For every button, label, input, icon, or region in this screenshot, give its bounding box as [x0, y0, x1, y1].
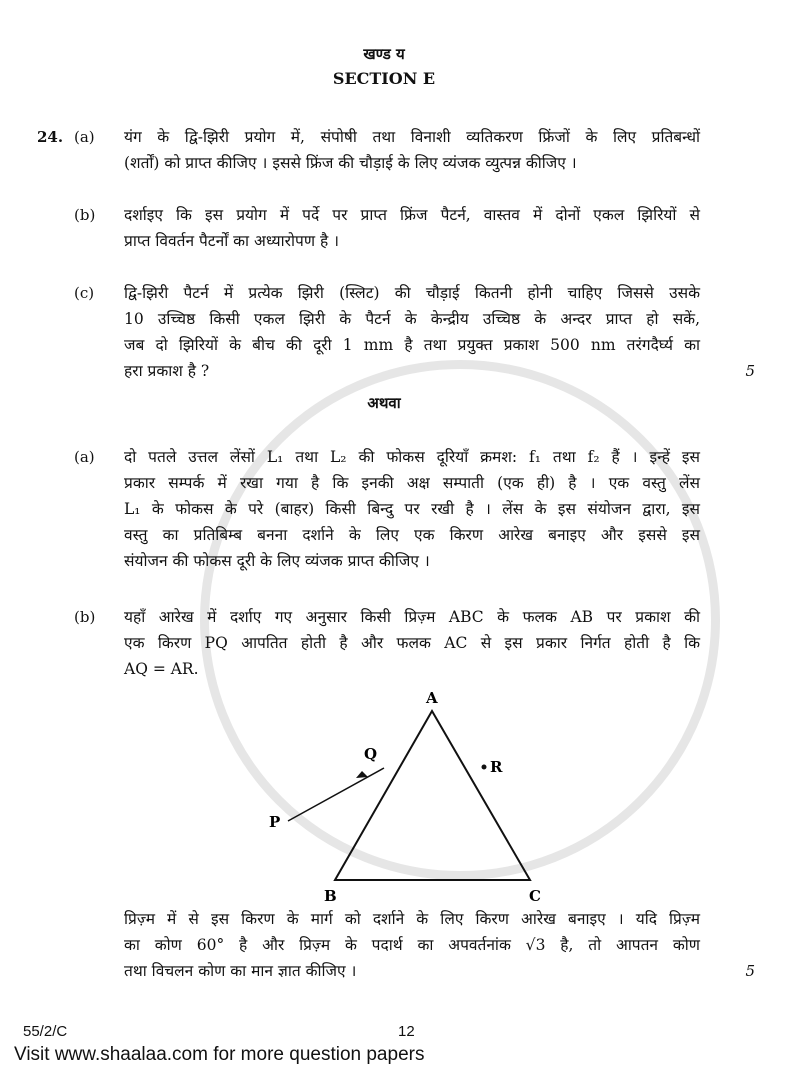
- vertex-label-c: C: [529, 887, 541, 905]
- text-line: एक किरण PQ आपतित होती है और फलक AC से इस प्रकार निर्गत होती है कि: [124, 634, 700, 652]
- paper-code: 55/2/C: [23, 1023, 68, 1040]
- footer: [0, 1022, 800, 1044]
- marks: 5: [745, 962, 755, 980]
- point-r: [482, 765, 487, 770]
- text-line: यंग के द्वि-झिरी प्रयोग में, संपोषी तथा विनाशी व्यतिकरण फ्रिंजों के लिए प्रतिबन्धों: [124, 128, 700, 146]
- marks: 5: [745, 362, 755, 380]
- vertex-label-b: B: [324, 887, 337, 905]
- point-label-r: R: [490, 758, 503, 776]
- text-line: का कोण 60° है और प्रिज़्म के पदार्थ का अपवर्तनांक √3 है, तो आपतन कोण: [124, 936, 700, 954]
- part-label: (c): [74, 284, 95, 302]
- question-part-b: [0, 202, 800, 254]
- question-number: 24.: [37, 128, 64, 146]
- prism-triangle: [335, 711, 530, 880]
- alt-part-b: [0, 604, 800, 682]
- text-line: प्राप्त विवर्तन पैटर्नों का अध्यारोपण है ।: [124, 232, 339, 250]
- prism-diagram: [0, 684, 800, 906]
- text-line: तथा विचलन कोण का मान ज्ञात कीजिए ।: [124, 962, 357, 980]
- part-label: (b): [74, 206, 96, 224]
- page-number: 12: [398, 1023, 415, 1040]
- vertex-label-a: A: [426, 689, 438, 707]
- part-label: (a): [74, 448, 95, 466]
- text-line: यहाँ आरेख में दर्शाए गए अनुसार किसी प्रिज़्म ABC के फलक AB पर प्रकाश की: [124, 608, 700, 626]
- or-heading: अथवा: [367, 394, 401, 412]
- point-label-q: Q: [364, 745, 378, 763]
- text-line: जब दो झिरियों के बीच की दूरी 1 mm है तथा प्रयुक्त प्रकाश 500 nm तरंगदैर्घ्य का: [124, 336, 700, 354]
- part-label: (b): [74, 608, 96, 626]
- text-line: दर्शाइए कि इस प्रयोग में पर्दे पर प्राप्त फ्रिंज पैटर्न, वास्तव में दोनों एकल झिरियों से: [124, 206, 700, 224]
- text-line: द्वि-झिरी पैटर्न में प्रत्येक झिरी (स्लिट) की चौड़ाई कितनी होनी चाहिए जिससे उसके: [124, 284, 700, 302]
- question-part-a: [0, 124, 800, 176]
- alt-part-b-continuation: [0, 906, 800, 984]
- text-line: प्रकार सम्पर्क में रखा गया है कि इनकी अक्ष सम्पाती (एक ही) है । एक वस्तु लेंस: [124, 474, 700, 492]
- text-line: AQ = AR.: [124, 660, 199, 678]
- part-label: (a): [74, 128, 95, 146]
- section-title-hindi: खण्ड य: [363, 45, 405, 63]
- section-title-english: SECTION E: [332, 69, 436, 88]
- text-line: 10 उच्चिष्ठ किसी एकल झिरी के पैटर्न के केन्द्रीय उच्चिष्ठ के अन्दर प्राप्त हो सकें,: [124, 310, 700, 328]
- text-line: L₁ के फोकस के परे (बाहर) किसी बिन्दु पर रखी है । लेंस के इस संयोजन द्वारा, इस: [124, 500, 700, 518]
- promo-link[interactable]: Visit www.shaalaa.com for more question papers: [14, 1044, 425, 1065]
- incident-ray: [288, 768, 384, 821]
- text-line: (शर्तों) को प्राप्त कीजिए । इससे फ्रिंज की चौड़ाई के लिए व्यंजक व्युत्पन्न कीजिए ।: [124, 154, 577, 172]
- question-part-c: [0, 280, 800, 384]
- text-line: प्रिज़्म में से इस किरण के मार्ग को दर्शाने के लिए किरण आरेख बनाइए । यदि प्रिज़्म: [124, 910, 700, 928]
- text-line: दो पतले उत्तल लेंसों L₁ तथा L₂ की फोकस दूरियाँ क्रमश: f₁ तथा f₂ हैं । इन्हें इस: [124, 448, 700, 466]
- arrow-head-icon: [356, 771, 368, 778]
- text-line: संयोजन की फोकस दूरी के लिए व्यंजक प्राप्त कीजिए ।: [124, 552, 430, 570]
- text-line: हरा प्रकाश है ?: [124, 362, 210, 380]
- text-line: वस्तु का प्रतिबिम्ब बनना दर्शाने के लिए एक किरण आरेख बनाइए और इससे इस: [124, 526, 700, 544]
- alt-part-a: [0, 444, 800, 574]
- point-label-p: P: [269, 813, 281, 831]
